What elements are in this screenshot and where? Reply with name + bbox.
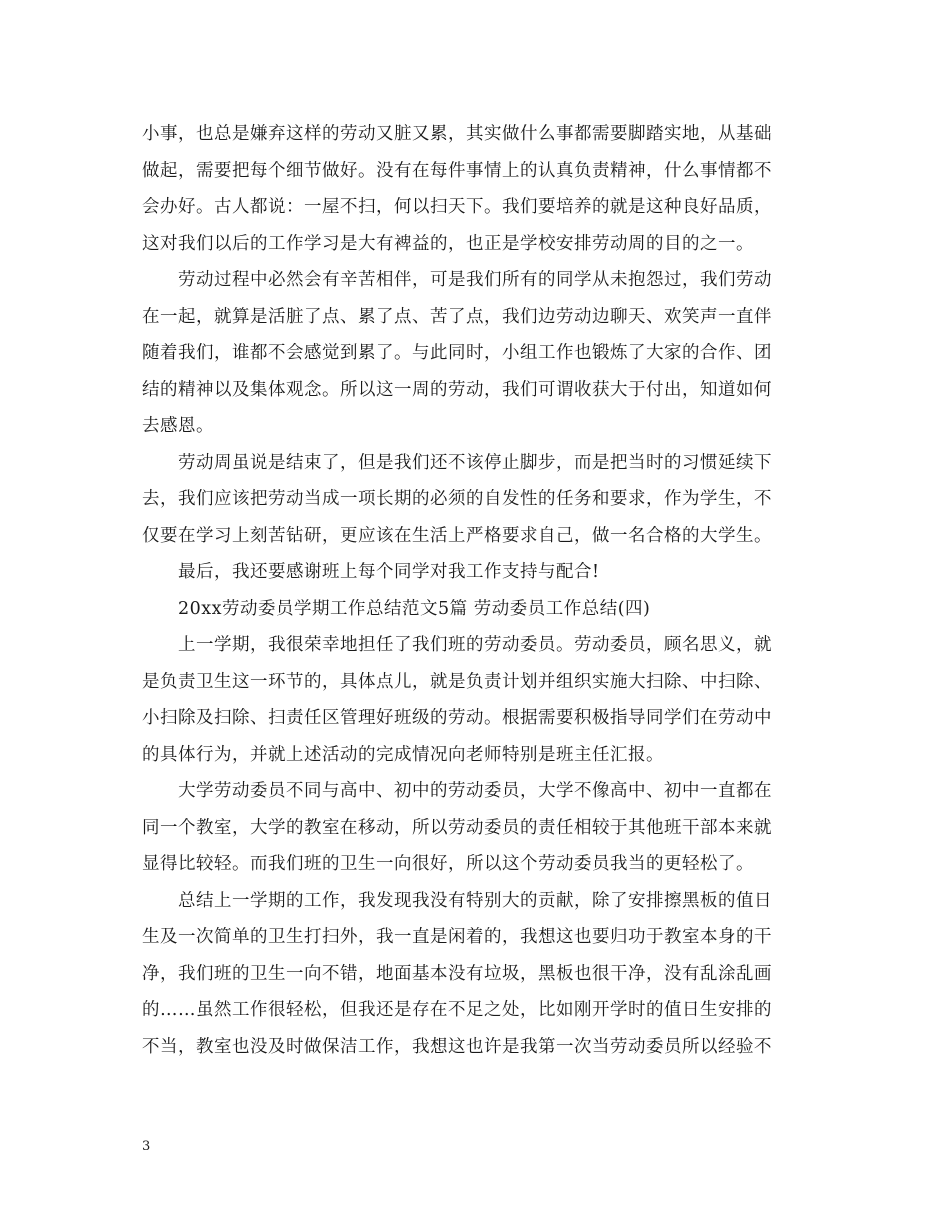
text-line: 做起，需要把每个细节做好。没有在每件事情上的认真负责精神，什么事情都不 bbox=[142, 160, 772, 181]
text-line: 总结上一学期的工作，我发现我没有特别大的贡献，除了安排擦黑板的值日 bbox=[178, 890, 772, 911]
document-body bbox=[142, 116, 802, 1065]
text-line: 的……虽然工作很轻松，但我还是存在不足之处，比如刚开学时的值日生安排的 bbox=[142, 1000, 772, 1020]
text-line: 在一起，就算是活脏了点、累了点、苦了点，我们边劳动边聊天、欢笑声一直伴 bbox=[142, 306, 772, 327]
text-line: 显得比较轻。而我们班的卫生一向很好，所以这个劳动委员我当的更轻松了。 bbox=[142, 854, 754, 874]
text-line: 仅要在学习上刻苦钻研，更应该在生活上严格要求自己，做一名合格的大学生。 bbox=[142, 525, 772, 546]
text-line: 去感恩。 bbox=[142, 416, 214, 436]
text-line: 大学劳动委员不同与高中、初中的劳动委员，大学不像高中、初中一直都在 bbox=[178, 781, 772, 801]
text-line: 结的精神以及集体观念。所以这一周的劳动，我们可谓收获大于付出，知道如何 bbox=[142, 379, 772, 400]
text-line: 净，我们班的卫生一向不错，地面基本没有垃圾，黑板也很干净，没有乱涂乱画 bbox=[142, 963, 772, 984]
text-line: 上一学期，我很荣幸地担任了我们班的劳动委员。劳动委员，顾名思义，就 bbox=[178, 635, 772, 655]
text-line: 20xx劳动委员学期工作总结范文5篇 劳动委员工作总结(四) bbox=[178, 598, 651, 619]
text-line: 随着我们，谁都不会感觉到累了。与此同时，小组工作也锻炼了大家的合作、团 bbox=[142, 343, 772, 363]
text-line: 劳动周虽说是结束了，但是我们还不该停止脚步，而是把当时的习惯延续下 bbox=[178, 452, 772, 473]
text-line: 小扫除及扫除、扫责任区管理好班级的劳动。根据需要积极指导同学们在劳动中 bbox=[142, 708, 772, 728]
text-line: 小事，也总是嫌弃这样的劳动又脏又累，其实做什么事都需要脚踏实地，从基础 bbox=[142, 124, 772, 144]
text-line: 这对我们以后的工作学习是大有裨益的，也正是学校安排劳动周的目的之一。 bbox=[142, 233, 754, 254]
text-line: 不当，教室也没及时做保洁工作，我想这也许是我第一次当劳动委员所以经验不 bbox=[142, 1036, 772, 1057]
text-line: 最后，我还要感谢班上每个同学对我工作支持与配合! bbox=[178, 562, 600, 582]
text-line: 的具体行为，并就上述活动的完成情况向老师特别是班主任汇报。 bbox=[142, 744, 664, 765]
page-number: 3 bbox=[142, 1139, 151, 1154]
text-line: 同一个教室，大学的教室在移动，所以劳动委员的责任相较于其他班干部本来就 bbox=[142, 817, 772, 838]
text-line: 生及一次简单的卫生打扫外，我一直是闲着的，我想这也要归功于教室本身的干 bbox=[142, 927, 772, 947]
text-line: 去，我们应该把劳动当成一项长期的必须的自发性的任务和要求，作为学生，不 bbox=[142, 489, 772, 509]
text-line: 会办好。古人都说：一屋不扫，何以扫天下。我们要培养的就是这种良好品质， bbox=[142, 197, 772, 217]
text-line: 劳动过程中必然会有辛苦相伴，可是我们所有的同学从未抱怨过，我们劳动 bbox=[178, 270, 772, 290]
text-line: 是负责卫生这一环节的，具体点儿，就是负责计划并组织实施大扫除、中扫除、 bbox=[142, 671, 772, 692]
